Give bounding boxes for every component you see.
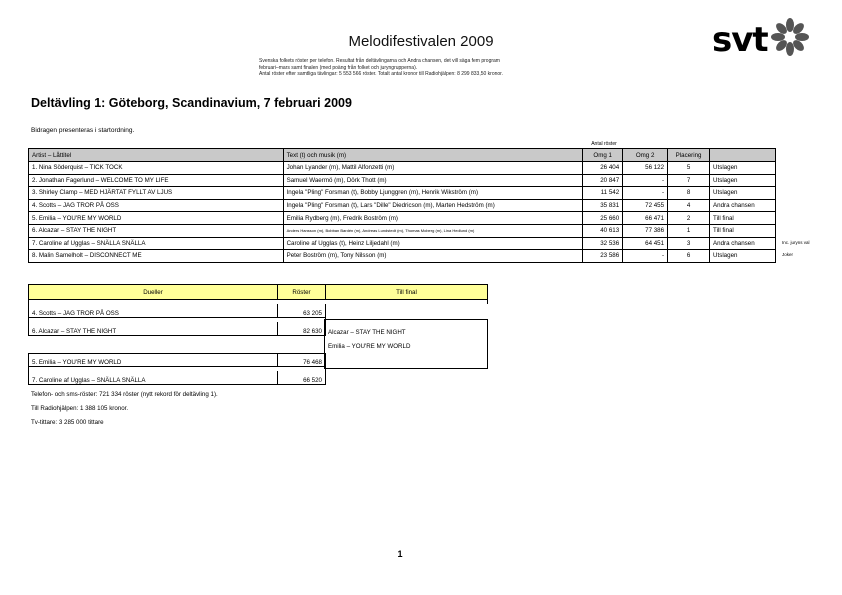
writers-cell: Anders Hansson (m), Bobban Bardén (m), Andreas Lundstedt (m), Thomas Moberg (m), Lina Hedlund (m) [283,224,583,237]
artist-cell: 2. Jonathan Fagerlund – WELCOME TO MY LIFE [29,174,284,187]
artist-cell: 1. Nina Söderquist – TICK TOCK [29,162,284,175]
result-row [29,174,776,187]
round-1-votes: 32 536 [583,237,623,250]
round-2-votes: 66 471 [623,212,668,225]
intro-line: Svenska folkets röster per telefon. Resultat från deltävlingarna och Andra chansen, det vill säga fem program [259,58,500,64]
writers-cell: Ingela "Pling" Forsman (t), Lars "Dille" Diedricson (m), Marten Hedström (m) [283,199,583,212]
result-cell: Andra chansen [710,199,776,212]
round-1-votes: 25 660 [583,212,623,225]
round-1-votes: 20 847 [583,174,623,187]
footer-viewers: Tv-tittare: 3 285 000 tittare [31,419,104,426]
round-2-votes: - [623,250,668,263]
round-1-votes: 23 586 [583,250,623,263]
intro-line: februari–mars samt finalen (med poäng från folket och juryngrupperna). [259,64,418,71]
placement-cell: 5 [668,162,710,175]
writers-cell: Samuel Waermö (m), Dörk Thott (m) [283,174,583,187]
finalists-box [324,319,488,369]
placement-cell: 3 [668,237,710,250]
writers-cell: Caroline af Ugglas (t), Heinz Liljedahl (m) [283,237,583,250]
section-heading: Deltävling 1: Göteborg, Scandinavium, 7 februari 2009 [31,96,352,110]
footer-votes: Telefon- och sms-röster: 721 334 röster (nytt rekord för deltävling 1). [31,391,218,398]
result-row [29,250,776,263]
header-writers: Text (t) och musik (m) [283,149,583,162]
round-2-votes: - [623,187,668,200]
result-row [29,212,776,225]
round-1-votes: 26 404 [583,162,623,175]
result-row [29,187,776,200]
flower-icon [770,17,810,57]
result-row [29,199,776,212]
result-cell: Utslagen [710,174,776,187]
results-table [28,148,776,263]
round-2-votes: 56 122 [623,162,668,175]
artist-cell: 7. Caroline af Ugglas – SNÄLLA SNÄLLA [29,237,284,250]
artist-cell: 8. Malin Samelholt – DISCONNECT ME [29,250,284,263]
header-votes: Röster [278,285,326,300]
header-to-final: Till final [326,285,488,300]
artist-cell: 4. Scotts – JAG TROR PÅ OSS [29,199,284,212]
placement-cell: 7 [668,174,710,187]
votes-caption: Antal röster [591,141,617,147]
writers-cell: Johan Lyander (m), Mattil Alfonzetti (m) [283,162,583,175]
svt-logo [712,17,807,63]
round-2-votes: - [623,174,668,187]
intro-line: Antal röster efter samtliga tävlingar: 5 553 566 röster. Totalt antal kronor till Radiohjälpen: 8 299 833,50 kronor. [259,71,503,78]
artist-cell: 3. Shirley Clamp – MED HJÄRTAT FYLLT AV LJUS [29,187,284,200]
duel-entry: 4. Scotts – JAG TROR PÅ OSS [29,304,278,317]
placement-cell: 6 [668,250,710,263]
placement-cell: 1 [668,224,710,237]
duel-row [29,304,488,317]
result-row [29,237,776,250]
finalist: Alcazar – STAY THE NIGHT [328,329,406,336]
header-artist: Artist – Låttitel [29,149,284,162]
page-number: 1 [397,549,403,559]
result-row [29,162,776,175]
header-duels: Dueller [29,285,278,300]
duel-votes: 66 520 [278,371,326,384]
result-cell: Till final [710,212,776,225]
results-header-row [29,149,776,162]
placement-cell: 4 [668,199,710,212]
artist-cell: 6. Alcazar – STAY THE NIGHT [29,224,284,237]
duel-entry: 7. Caroline af Ugglas – SNÄLLA SNÄLLA [29,371,278,384]
order-note: Bidragen presenteras i startordning. [31,127,135,134]
writers-cell: Emilia Rydberg (m), Fredrik Boström (m) [283,212,583,225]
round-1-votes: 35 831 [583,199,623,212]
duel-votes: 76 468 [278,353,326,366]
duel-votes: 63 205 [278,304,326,317]
footer-radiohjalpen: Till Radiohjälpen: 1 388 105 kronor. [31,405,129,412]
row-note: Inc. juryns val [782,239,810,245]
result-cell: Andra chansen [710,237,776,250]
header-result [710,149,776,162]
finalist: Emilia – YOU'RE MY WORLD [328,343,411,350]
intro-text [259,58,599,78]
placement-cell: 8 [668,187,710,200]
duels-header-row [29,285,488,300]
result-cell: Utslagen [710,250,776,263]
artist-cell: 5. Emilia – YOU'RE MY WORLD [29,212,284,225]
round-2-votes: 77 386 [623,224,668,237]
document-title: Melodifestivalen 2009 [348,33,494,50]
placement-cell: 2 [668,212,710,225]
duel-votes: 82 630 [278,322,326,335]
header-placement: Placering [668,149,710,162]
svt-logo-text: svt [712,20,768,60]
row-note: Joker [782,252,794,258]
writers-cell: Ingela "Pling" Forsman (t), Bobby Ljunggren (m), Henrik Wikström (m) [283,187,583,200]
round-1-votes: 11 542 [583,187,623,200]
round-1-votes: 40 613 [583,224,623,237]
result-row [29,224,776,237]
duel-entry: 5. Emilia – YOU'RE MY WORLD [29,353,278,366]
header-round-1: Omg 1 [583,149,623,162]
result-cell: Utslagen [710,187,776,200]
round-2-votes: 72 455 [623,199,668,212]
duel-row [29,371,488,384]
result-cell: Till final [710,224,776,237]
writers-cell: Peter Boström (m), Tony Nilsson (m) [283,250,583,263]
round-2-votes: 64 451 [623,237,668,250]
duel-entry: 6. Alcazar – STAY THE NIGHT [29,322,278,335]
result-cell: Utslagen [710,162,776,175]
header-round-2: Omg 2 [623,149,668,162]
